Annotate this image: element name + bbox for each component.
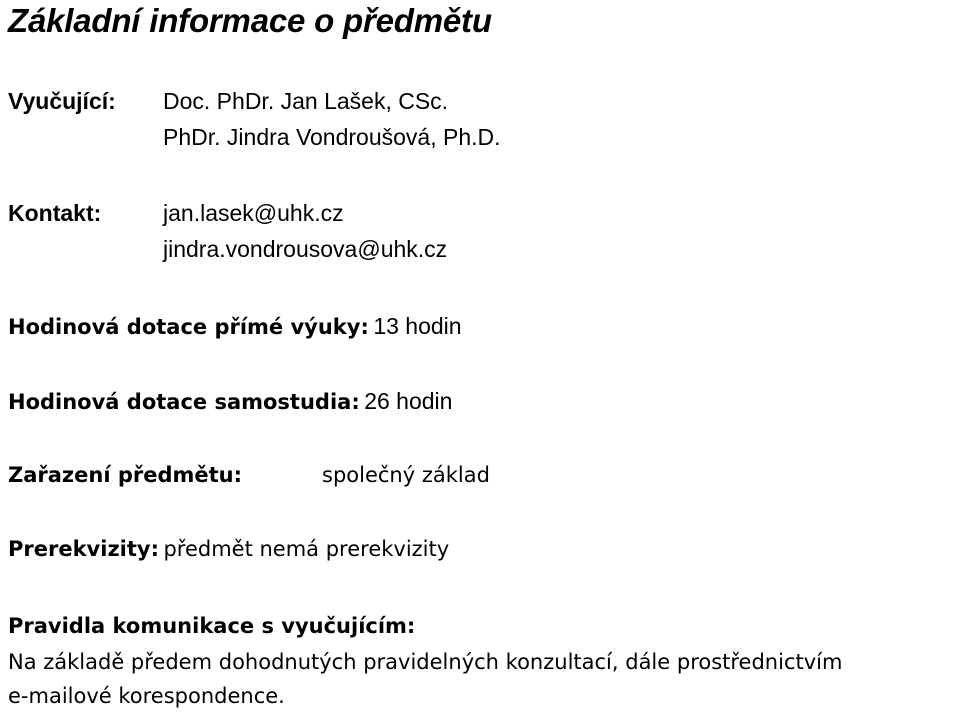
self-study-hours-row	[8, 388, 452, 415]
teacher-name-2: PhDr. Jindra Vondroušová, Ph.D.	[163, 124, 501, 150]
contact-label: Kontakt:	[8, 200, 102, 226]
teacher-name-1: Doc. PhDr. Jan Lašek, CSc.	[163, 88, 449, 114]
prerequisites-value: předmět nemá prerekvizity	[163, 537, 450, 561]
direct-hours-row	[8, 313, 462, 340]
contact-email-2[interactable]: jindra.vondrousova@uhk.cz	[163, 236, 448, 262]
prerequisites-label: Prerekvizity:	[8, 537, 159, 561]
classification-value: společný základ	[322, 463, 490, 487]
self-study-hours-label: Hodinová dotace samostudia:	[8, 390, 360, 414]
prerequisites-row	[8, 537, 449, 561]
direct-hours-value: 13 hodin	[373, 313, 462, 339]
classification-label: Zařazení předmětu:	[8, 463, 243, 487]
communication-line-1: Na základě předem dohodnutých pravidelných konzultací, dále prostřednictvím	[8, 650, 843, 674]
teachers-label: Vyučující:	[8, 88, 116, 114]
self-study-hours-value: 26 hodin	[364, 388, 453, 414]
page-title: Základní informace o předmětu	[8, 2, 492, 39]
contact-email-1[interactable]: jan.lasek@uhk.cz	[163, 200, 344, 226]
communication-line-2: e-mailové korespondence.	[8, 684, 285, 708]
communication-label: Pravidla komunikace s vyučujícím:	[8, 614, 416, 638]
direct-hours-label: Hodinová dotace přímé výuky:	[8, 315, 369, 339]
